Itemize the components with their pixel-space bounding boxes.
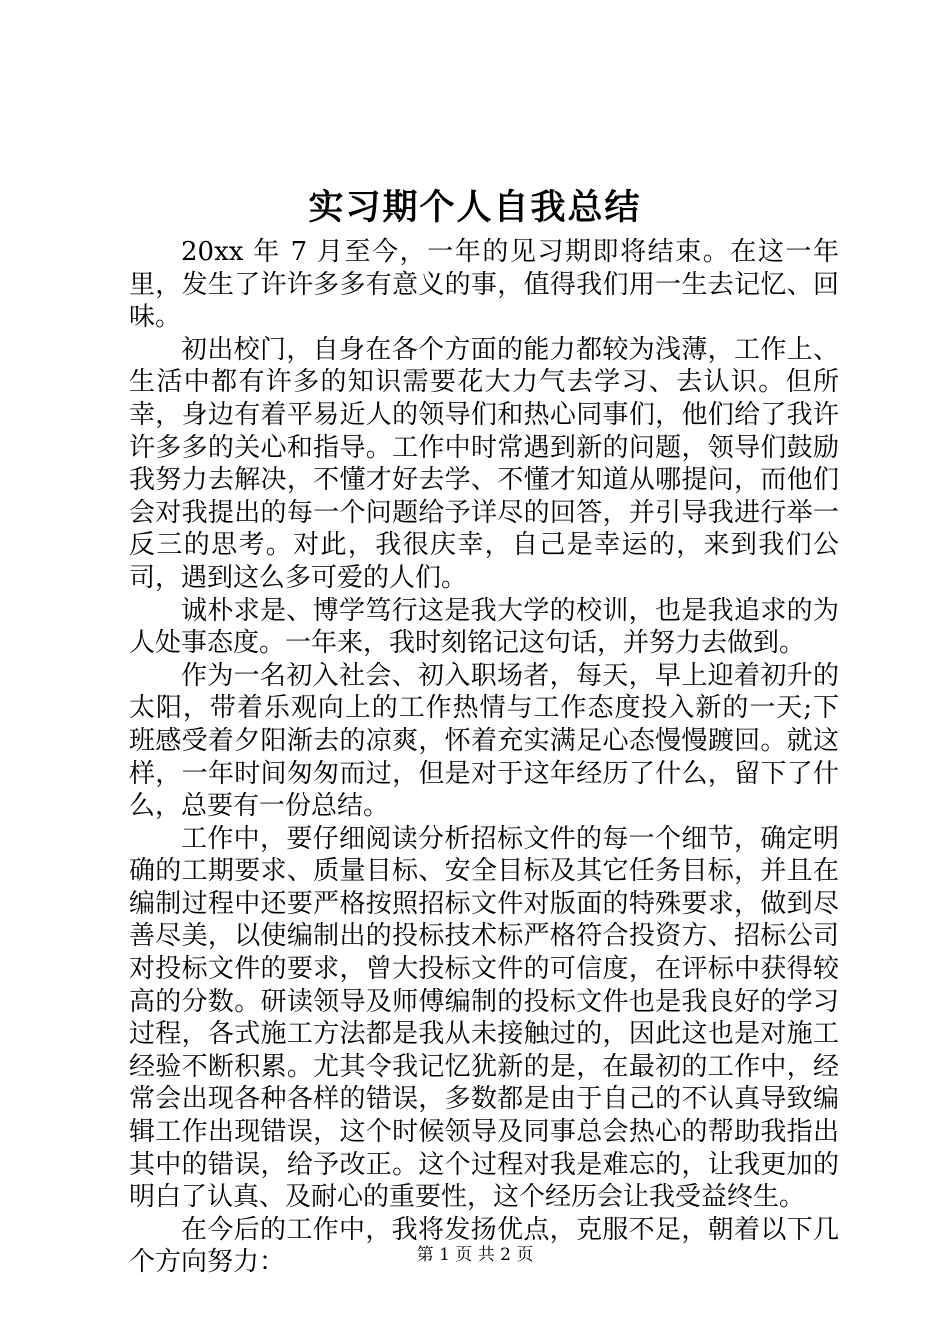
- paragraph: 初出校门，自身在各个方面的能力都较为浅薄，工作上、生活中都有许多的知识需要花大力气去学习、去认识。但所幸，身边有着平易近人的领导们和热心同事们，他们给了我许许多多的关心和指导。工作中时常遇到新的问题，领导们鼓励我努力去解决，不懂才好去学、不懂才知道从哪提问，而他们会对我提出的每一个问题给予详尽的回答，并引导我进行举一反三的思考。对此，我很庆幸，自己是幸运的，来到我们公司，遇到这么多可爱的人们。: [129, 334, 839, 593]
- document-title: 实习期个人自我总结: [308, 187, 642, 228]
- page-footer: 第 1 页 共 2 页: [416, 1245, 534, 1265]
- document-body: [129, 236, 839, 1279]
- paragraph: 诚朴求是、博学笃行这是我大学的校训，也是我追求的为人处事态度。一年来，我时刻铭记这句话，并努力去做到。: [129, 595, 839, 659]
- paragraph: 作为一名初入社会、初入职场者，每天，早上迎着初升的太阳，带着乐观向上的工作热情与工作态度投入新的一天;下班感受着夕阳渐去的凉爽，怀着充实满足心态慢慢踱回。就这样，一年时间匆匆而过，但是对于这年经历了什么，留下了什么，总要有一份总结。: [129, 660, 839, 822]
- paragraph: 工作中，要仔细阅读分析招标文件的每一个细节，确定明确的工期要求、质量目标、安全目标及其它任务目标，并且在编制过程中还要严格按照招标文件对版面的特殊要求，做到尽善尽美，以使编制出的投标技术标严格符合投资方、招标公司对投标文件的要求，曾大投标文件的可信度，在评标中获得较高的分数。研读领导及师傅编制的投标文件也是我良好的学习过程，各式施工方法都是我从未接触过的，因此这也是对施工经验不断积累。尤其令我记忆犹新的是，在最初的工作中，经常会出现各种各样的错误，多数都是由于自己的不认真导致编辑工作出现错误，这个时候领导及同事总会热心的帮助我指出其中的错误，给予改正。这个过程对我是难忘的，让我更加的明白了认真、及耐心的重要性，这个经历会让我受益终生。: [129, 823, 839, 1213]
- paragraph: 20xx 年 7 月至今，一年的见习期即将结束。在这一年里，发生了许许多多有意义的事，值得我们用一生去记忆、回味。: [129, 237, 839, 333]
- paragraph: 在今后的工作中，我将发扬优点，克服不足，朝着以下几个方向努力：: [129, 1214, 839, 1278]
